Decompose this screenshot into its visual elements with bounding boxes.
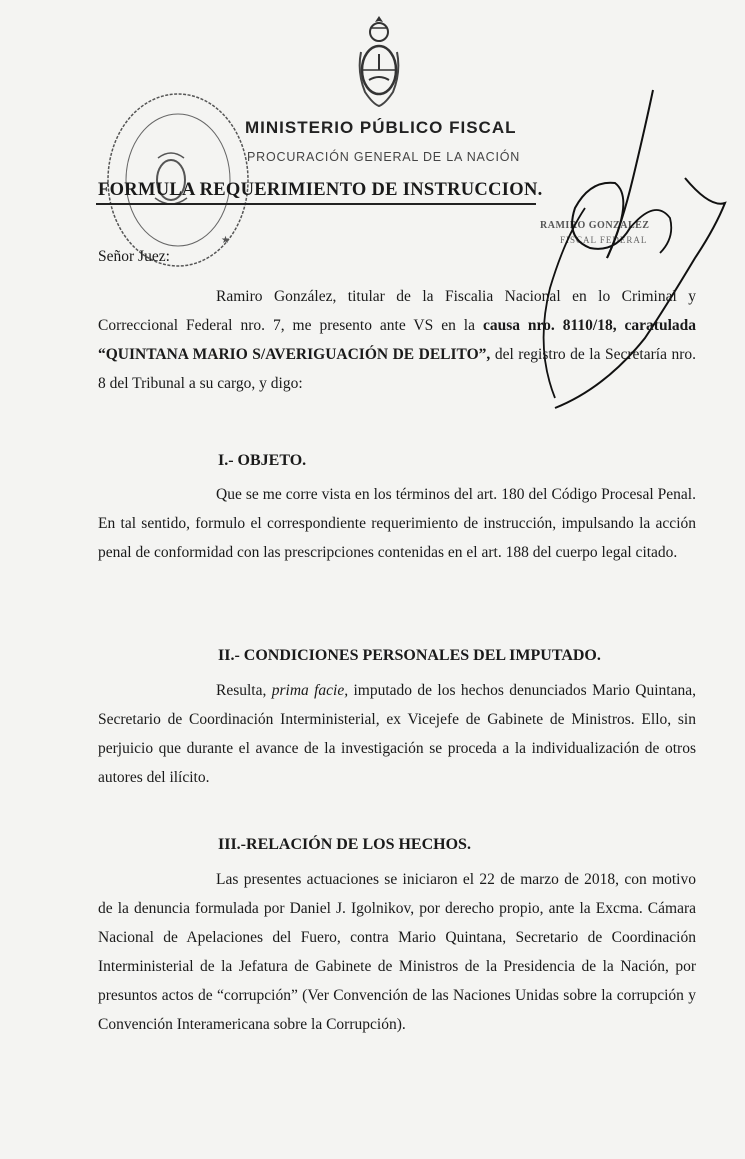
stamp-name: RAMIRO GONZALEZ bbox=[540, 220, 650, 231]
ministry-name: MINISTERIO PÚBLICO FISCAL bbox=[245, 118, 517, 137]
section-2-text-b: imputado de los hechos denunciados Mario Quintana, Secretario de Coordinación Interministerial, ex Vicejefe de Gabinete de Ministros. Ello, sin perjuicio que durante el avance de la investigación se proceda a la individualización de otros autores del ilícito. bbox=[98, 682, 696, 786]
intro-text-b: del registro de la Secretaría nro. 8 del Tribunal a su cargo, y digo: bbox=[98, 346, 696, 392]
case-number: causa nro. 8110/18, bbox=[482, 317, 617, 334]
section-2-text bbox=[98, 676, 696, 792]
section-1-text: Que se me corre vista en los términos del art. 180 del Código Procesal Penal. En tal sentido, formulo el correspondiente requerimiento de instrucción, impulsando la acción penal de conformidad con las prescripciones contenidas en el art. 188 del cuerpo legal citado. bbox=[98, 486, 696, 561]
document-title: FORMULA REQUERIMIENTO DE INSTRUCCION. bbox=[98, 180, 543, 200]
stamp-role: FISCAL FEDERAL bbox=[560, 235, 648, 245]
title-underline bbox=[96, 203, 536, 205]
svg-text:★: ★ bbox=[221, 235, 230, 246]
section-1-heading: I.- OBJETO. bbox=[218, 452, 307, 469]
intro-text-a: Ramiro González, titular de la Fiscalia Nacional en lo Criminal y Correccional Federal nro. 7, me presento ante VS en la bbox=[98, 288, 696, 334]
section-3-heading: III.-RELACIÓN DE LOS HECHOS. bbox=[218, 836, 471, 853]
section-2-italic: prima facie, bbox=[271, 682, 349, 699]
section-2-text-a: Resulta, bbox=[216, 682, 272, 699]
coat-of-arms-icon bbox=[355, 12, 403, 112]
section-3-text: Las presentes actuaciones se iniciaron el 22 de marzo de 2018, con motivo de la denuncia formulada por Daniel J. Igolnikov, por derecho propio, ante la Excma. Cámara Nacional de Apelaciones del Fuero, contra Mario Quintana, Secretario de Coordinación Interministerial de la Jefatura de Gabinete de Ministros de la Presidencia de la Nación, por presuntos actos de “corrupción” (Ver Convención de las Naciones Unidas sobre la corrupción y Convención Interamericana sobre la Corrupción). bbox=[98, 871, 696, 1033]
case-caption: caratulada “QUINTANA MARIO S/AVERIGUACIÓN DE DELITO”, bbox=[98, 317, 697, 363]
procuracion-name: PROCURACIÓN GENERAL DE LA NACIÓN bbox=[247, 150, 521, 164]
salutation: Señor Juez: bbox=[98, 248, 170, 265]
section-2-heading: II.- CONDICIONES PERSONALES DEL IMPUTADO. bbox=[218, 647, 601, 664]
intro-paragraph bbox=[98, 282, 696, 398]
